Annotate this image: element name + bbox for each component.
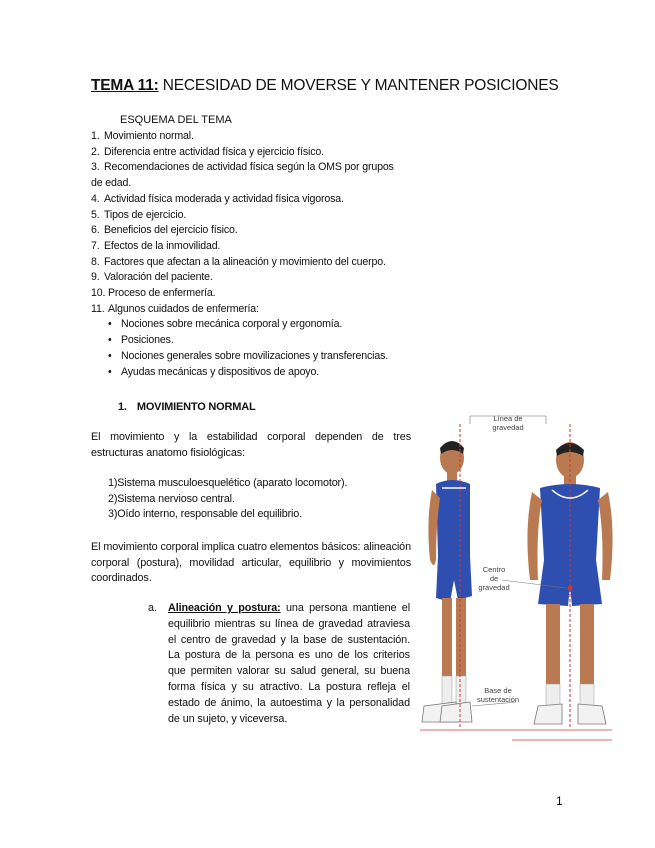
outline-item-number: 9. [91, 271, 100, 284]
center-of-gravity-dot [568, 586, 573, 591]
outline-item-number: 7. [91, 239, 100, 252]
outline-item [91, 208, 436, 224]
outline-bullet: • Nociones generales sobre movilizaciones y transferencias. [91, 349, 436, 365]
outline-item-number: 10. [91, 287, 106, 300]
outline-bullets [91, 317, 436, 380]
side-view-person [422, 441, 472, 722]
subsection-term: Alineación y postura: [168, 602, 281, 614]
outline-item-text: Diferencia entre actividad física y ejercicio físico. [104, 145, 324, 158]
outline-item [91, 129, 436, 145]
page-number: 1 [556, 794, 563, 808]
outline-item [91, 270, 436, 286]
outline-item-number: 8. [91, 255, 100, 268]
outline-item-text: Recomendaciones de actividad física según la OMS por grupos [104, 161, 394, 174]
outline-item [91, 302, 436, 318]
outline-item [91, 145, 436, 161]
outline-item [91, 239, 436, 255]
outline-bullet: • Posiciones. [91, 333, 436, 349]
outline-item [91, 223, 436, 239]
elements-paragraph: El movimiento corporal implica cuatro elementos básicos: alineación corporal (postura), movilidad articular, equilibrio y movimientos coordinados. [91, 541, 411, 585]
outline-bullet: • Ayudas mecánicas y dispositivos de apoyo. [91, 365, 436, 381]
base-of-support-label: Base de sustentación [476, 686, 520, 704]
outline-item-number: 5. [91, 208, 100, 221]
outline-list [91, 129, 436, 380]
subsection-label: a. [148, 602, 157, 614]
page-title [91, 77, 559, 95]
section-title: MOVIMIENTO NORMAL [136, 401, 256, 413]
outline-item-number: 4. [91, 192, 100, 205]
structures-list [108, 476, 347, 523]
title-text: NECESIDAD DE MOVERSE Y MANTENER POSICIONES [162, 77, 559, 94]
outline-item-text: Tipos de ejercicio. [104, 208, 187, 221]
section-number: 1. [118, 401, 127, 413]
outline-item-number: 11. [91, 302, 105, 315]
outline-item-number: 6. [91, 224, 100, 237]
outline-item-text: Movimiento normal. [104, 130, 194, 142]
posture-figure [412, 410, 622, 750]
subsection-body [168, 601, 410, 727]
center-of-gravity-label: Centro de gravedad [478, 565, 510, 592]
structure-item: 3)Oído interno, responsable del equilibrio. [108, 508, 303, 521]
gravity-line-label: Línea de gravedad [492, 414, 524, 432]
outline-item-number: 2. [91, 145, 100, 158]
outline-item [91, 286, 436, 302]
outline-item-text: Factores que afectan a la alineación y movimiento del cuerpo. [104, 255, 386, 268]
outline-item-number: 3. [91, 161, 100, 174]
outline-item-number: 1. [91, 130, 100, 142]
structure-item: 2)Sistema nervioso central. [108, 492, 235, 505]
subsection-text: una persona mantiene el equilibrio mientras su línea de gravedad atraviesa el centro de gravedad y la base de sustentación. La postura de la persona es uno de los criterios que permiten valorar su salud general, su buena forma física y su atractivo. La postura refleja el estado de ánimo, la autoestima y la personalidad de un sujeto, y viceversa. [168, 602, 410, 725]
subsection-a [148, 601, 410, 727]
outline-item [91, 255, 436, 271]
outline-item [91, 192, 436, 208]
outline-item-text: Actividad física moderada y actividad física vigorosa. [104, 192, 344, 205]
outline-item-text: Algunos cuidados de enfermería: [108, 302, 259, 315]
outline-item-continuation: de edad. [91, 177, 132, 190]
outline-heading: ESQUEMA DEL TEMA [120, 114, 232, 126]
title-number: TEMA 11: [91, 77, 159, 94]
outline-item-text: Beneficios del ejercicio físico. [104, 224, 238, 237]
structure-item: 1)Sistema musculoesquelético (aparato locomotor). [108, 477, 348, 489]
intro-paragraph: El movimiento y la estabilidad corporal dependen de tres estructuras anatomo fisiológicas: [91, 431, 411, 459]
outline-item-text: Efectos de la inmovilidad. [104, 239, 221, 252]
outline-item [91, 160, 436, 176]
outline-bullet: • Nociones sobre mecánica corporal y ergonomía. [91, 317, 436, 333]
outline-item-text: Valoración del paciente. [104, 271, 213, 284]
outline-item-text: Proceso de enfermería. [108, 287, 216, 300]
section-heading [118, 401, 255, 413]
